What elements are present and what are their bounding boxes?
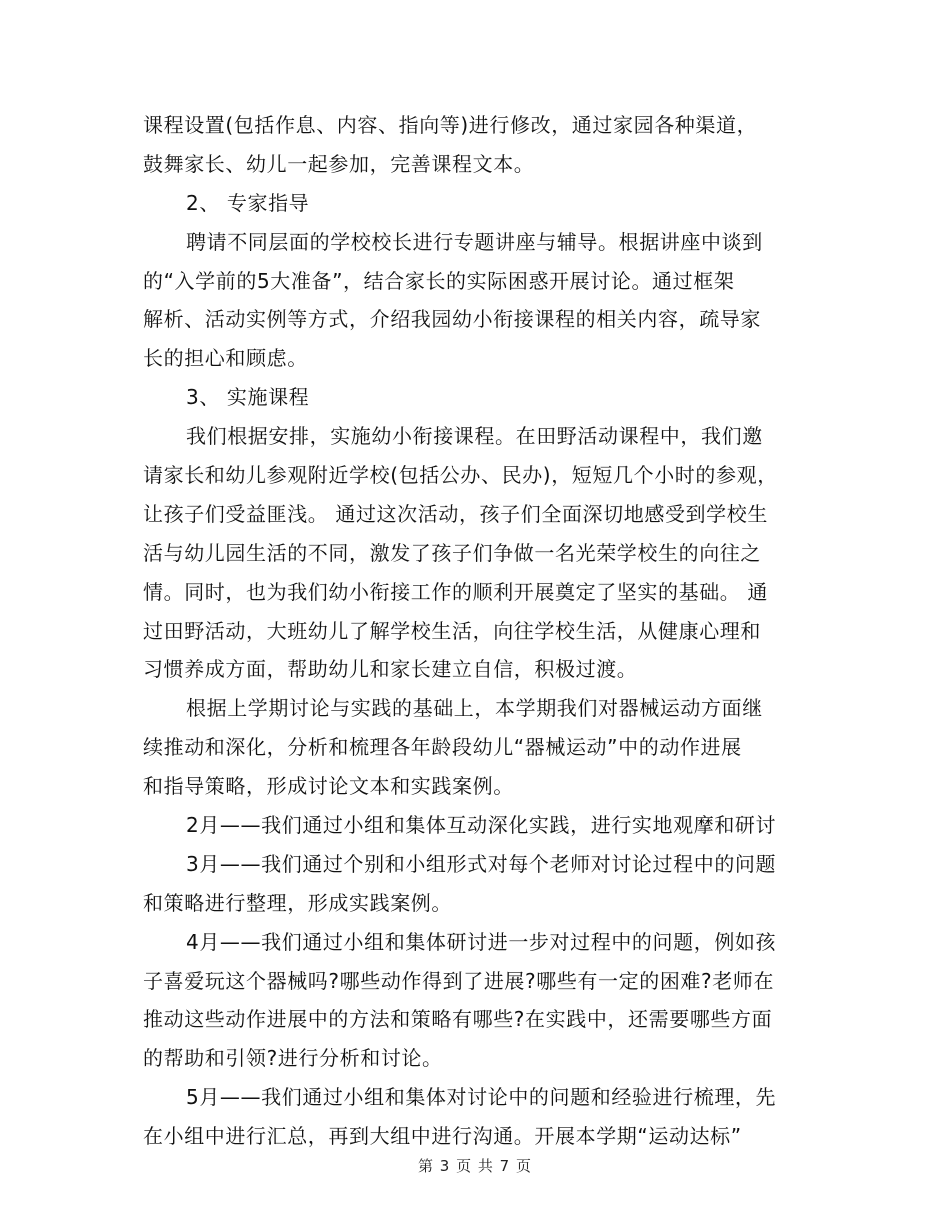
text-line: 3月——我们通过个别和小组形式对每个老师对讨论过程中的问题 [186, 851, 777, 876]
page-footer: 第 3 页 共 7 页 [418, 1157, 532, 1175]
text-line: 2月——我们通过小组和集体互动深化实践，进行实地观摩和研讨 [186, 813, 777, 838]
text-line: 让孩子们受益匪浅。 通过这次活动，孩子们全面深切地感受到学校生 [143, 501, 768, 526]
text-line: 和指导策略，形成讨论文本和实践案例。 [143, 774, 514, 799]
text-line: 我们根据安排，实施幼小衔接课程。在田野活动课程中，我们邀 [186, 424, 763, 449]
text-line: 解析、活动实例等方式，介绍我园幼小衔接课程的相关内容，疏导家 [143, 307, 761, 332]
text-line: 长的担心和顾虑。 [143, 346, 308, 371]
text-line: 活与幼儿园生活的不同，激发了孩子们争做一名光荣学校生的向往之 [143, 540, 761, 565]
text-line: 子喜爱玩这个器械吗?哪些动作得到了进展?哪些有一定的困难?老师在 [143, 968, 775, 993]
text-line: 根据上学期讨论与实践的基础上，本学期我们对器械运动方面继 [186, 696, 763, 721]
text-line: 4月——我们通过小组和集体研讨进一步对过程中的问题，例如孩 [186, 929, 777, 954]
text-line: 2、 专家指导 [186, 190, 310, 215]
text-line: 的帮助和引领?进行分析和讨论。 [143, 1046, 443, 1071]
text-line: 和策略进行整理，形成实践案例。 [143, 890, 452, 915]
text-line: 的“入学前的5大准备”，结合家长的实际困惑开展讨论。通过框架 [143, 268, 735, 293]
text-line: 鼓舞家长、幼儿一起参加，完善课程文本。 [143, 151, 535, 176]
text-line: 推动这些动作进展中的方法和策略有哪些?在实践中，还需要哪些方面 [143, 1007, 773, 1032]
text-line: 5月——我们通过小组和集体对讨论中的问题和经验进行梳理，先 [186, 1085, 777, 1110]
text-line: 习惯养成方面，帮助幼儿和家长建立自信，积极过渡。 [143, 657, 638, 682]
text-line: 请家长和幼儿参观附近学校(包括公办、民办)，短短几个小时的参观， [143, 463, 778, 488]
text-line: 课程设置(包括作息、内容、指向等)进行修改，通过家园各种渠道， [143, 113, 758, 137]
document-body [143, 106, 823, 1156]
text-line: 过田野活动，大班幼儿了解学校生活，向往学校生活，从健康心理和 [143, 618, 761, 643]
text-line: 情。同时，也为我们幼小衔接工作的顺利开展奠定了坚实的基础。 通 [143, 579, 768, 604]
text-line: 在小组中进行汇总，再到大组中进行沟通。开展本学期“运动达标” [143, 1124, 742, 1149]
text-line: 聘请不同层面的学校校长进行专题讲座与辅导。根据讲座中谈到 [186, 229, 763, 254]
text-line: 3、 实施课程 [186, 385, 310, 410]
text-line: 续推动和深化，分析和梳理各年龄段幼儿“器械运动”中的动作进展 [143, 735, 742, 760]
